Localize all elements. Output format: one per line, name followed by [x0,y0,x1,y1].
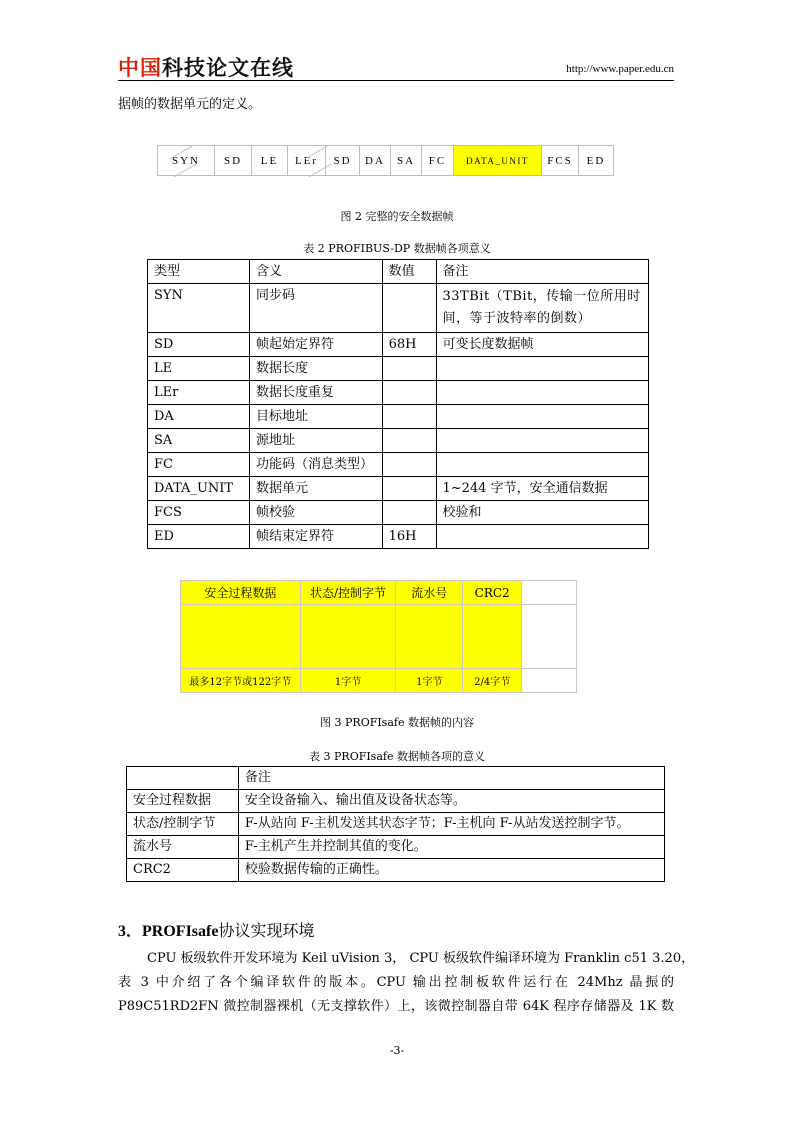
logo-black-text: 科技论文在线 [162,56,294,80]
table-cell: ED [148,525,250,549]
figure3-field-label: CRC2 [463,581,522,605]
header-cell: 类型 [148,260,250,284]
frame-field: LEr [288,146,326,175]
frame-field: FC [422,146,454,175]
figure2-caption: 图 2 完整的安全数据帧 [340,210,454,223]
table-cell: 目标地址 [249,405,382,429]
table-row [148,477,649,501]
table-row [148,381,649,405]
body-line: CPU 板级软件开发环境为 Keil uVision 3， CPU 板级软件编译环境为 Franklin c51 3.20， [147,951,695,966]
table-row [148,501,649,525]
figure3-caption: 图 3 PROFIsafe 数据帧的内容 [320,716,474,729]
body-line: 表 3 中介绍了各个编译软件的版本。CPU 输出控制板软件运行在 24Mhz 晶振的 [118,975,674,990]
table3-caption: 表 3 PROFIsafe 数据帧各项的意义 [309,750,485,763]
table-row [148,357,649,381]
intro-line: 据帧的数据单元的定义。 [118,97,262,112]
table-cell: 可变长度数据帧 [436,333,648,357]
table-cell: LEr [148,381,250,405]
figure3-frame-contents [180,580,577,693]
table-row [127,859,665,882]
header-cell: 备注 [436,260,648,284]
table-row [127,790,665,813]
logo-red-text: 中国 [118,56,162,80]
frame-field-highlighted: DATA_UNIT [454,146,542,175]
table-row [148,405,649,429]
frame-field: SA [391,146,422,175]
figure3-field-size [522,669,577,693]
table-cell [436,381,648,405]
frame-field: LE [252,146,288,175]
table-cell [382,357,436,381]
table3 [126,766,665,882]
table-cell: SYN [148,284,250,333]
table-cell [382,405,436,429]
table-cell [436,405,648,429]
table-cell: 帧结束定界符 [249,525,382,549]
body-line: P89C51RD2FN 微控制器裸机（无支撑软件）上，该微控制器自带 64K 程序存储器及 1K 数 [118,999,674,1014]
table-cell: LE [148,357,250,381]
figure3-field-body [522,605,577,669]
table-row [127,836,665,859]
table-header-row [148,260,649,284]
journal-logo [118,52,294,82]
table-cell: 数据单元 [249,477,382,501]
frame-field: ED [586,154,606,167]
table-cell: 帧校验 [249,501,382,525]
table-cell: 功能码（消息类型） [249,453,382,477]
table-cell: 安全过程数据 [127,790,239,813]
table-cell: F-从站向 F-主机发送其状态字节；F-主机向 F-从站发送控制字节。 [238,813,664,836]
table-cell: 校验数据传输的正确性。 [238,859,664,882]
table-row [148,525,649,549]
figure3-size-row [181,669,577,693]
table-cell [382,477,436,501]
header-cell: 备注 [238,767,664,790]
table-cell [382,381,436,405]
figure3-field-label: 状态/控制字节 [300,581,396,605]
table-cell: DATA_UNIT [148,477,250,501]
table-cell: F-主机产生并控制其值的变化。 [238,836,664,859]
table-cell: 校验和 [436,501,648,525]
section-title-cjk: 协议实现环境 [218,921,315,940]
frame-field: SD [326,146,360,175]
table-row [148,429,649,453]
table-cell [382,501,436,525]
table-row [148,453,649,477]
figure3-field-label [522,581,577,605]
figure3-field-body [300,605,396,669]
table-cell: 帧起始定界符 [249,333,382,357]
table-cell: 流水号 [127,836,239,859]
header-rule [118,80,674,81]
figure3-field-size: 2/4字节 [463,669,522,693]
table-cell [436,453,648,477]
table-cell: 数据长度 [249,357,382,381]
table-row [148,333,649,357]
figure3-field-label: 安全过程数据 [181,581,301,605]
header-url[interactable]: http://www.paper.edu.cn [566,63,674,75]
table-cell [436,525,648,549]
table-row [127,813,665,836]
table-cell: 68H [382,333,436,357]
figure3-body-row [181,605,577,669]
table-cell: 1~244 字节，安全通信数据 [436,477,648,501]
table-cell [382,429,436,453]
table2 [147,259,649,549]
table-cell [436,429,648,453]
table-cell: SA [148,429,250,453]
table2-caption: 表 2 PROFIBUS-DP 数据帧各项意义 [303,242,491,255]
page-number: -3- [389,1044,405,1057]
frame-field: SD [215,146,252,175]
section-number: 3． [118,923,143,940]
figure3-field-body [396,605,463,669]
table-header-row [127,767,665,790]
section-title-latin: PROFIsafe [142,923,219,940]
table-cell: 同步码 [249,284,382,333]
table-cell: 安全设备输入、输出值及设备状态等。 [238,790,664,813]
frame-field: FCS [542,146,579,175]
table-row [148,284,649,333]
frame-field: SYN [158,146,215,175]
figure3-header-row [181,581,577,605]
figure3-field-body [463,605,522,669]
table-cell: SD [148,333,250,357]
figure3-field-body [181,605,301,669]
table-cell [382,284,436,333]
table-cell: 状态/控制字节 [127,813,239,836]
table-cell: FCS [148,501,250,525]
table-cell [382,453,436,477]
table-cell: CRC2 [127,859,239,882]
figure3-field-size: 1字节 [300,669,396,693]
table-cell: 源地址 [249,429,382,453]
table-cell [436,357,648,381]
figure3-field-size: 1字节 [396,669,463,693]
figure3-field-label: 流水号 [396,581,463,605]
table-cell: 33TBit（TBit，传输一位所用时间，等于波特率的倒数） [436,284,648,333]
table-cell: FC [148,453,250,477]
table-cell: 16H [382,525,436,549]
frame-field: DA [360,146,391,175]
section-heading [118,918,314,941]
figure3-field-size: 最多12字节或122字节 [181,669,301,693]
header-cell [127,767,239,790]
table-cell: 数据长度重复 [249,381,382,405]
header-cell: 含义 [249,260,382,284]
header-cell: 数值 [382,260,436,284]
table-cell: DA [148,405,250,429]
frame-strip [157,145,614,176]
